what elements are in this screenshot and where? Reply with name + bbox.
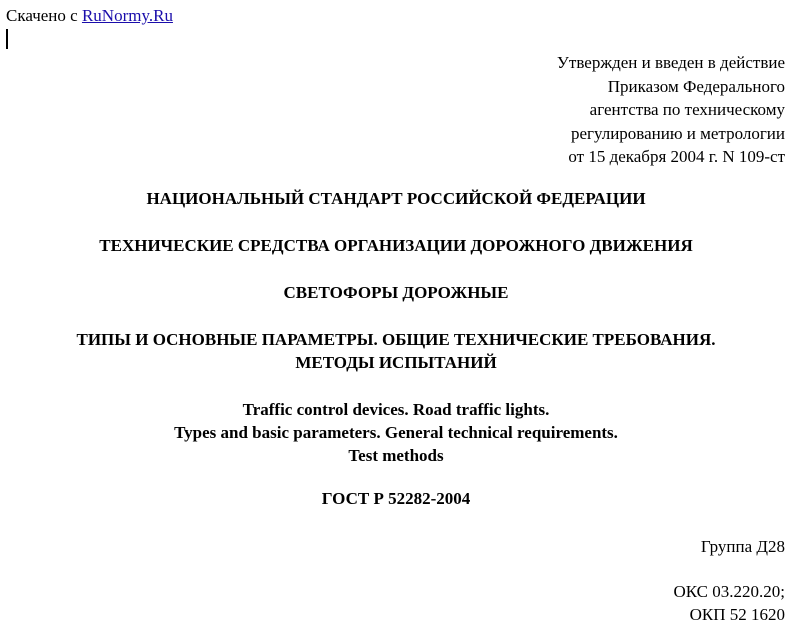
standard-code: ГОСТ Р 52282-2004 [321, 489, 471, 508]
runormy-link[interactable]: RuNormy.Ru [81, 6, 173, 25]
classification-codes [673, 580, 785, 626]
english-title-line: Test methods [348, 446, 444, 465]
downloaded-prefix: Скачено с [6, 6, 78, 25]
english-title [0, 398, 792, 467]
heading-types-line: МЕТОДЫ ИСПЫТАНИЙ [295, 353, 497, 372]
approval-line: агентства по техническому [589, 100, 785, 119]
approval-block [557, 51, 785, 169]
oks-code: ОКС 03.220.20; [673, 582, 785, 601]
downloaded-from-line [6, 6, 173, 26]
heading-technical-means: ТЕХНИЧЕСКИЕ СРЕДСТВА ОРГАНИЗАЦИИ ДОРОЖНОГО ДВИЖЕНИЯ [99, 236, 693, 255]
english-title-line: Traffic control devices. Road traffic lights. [242, 400, 550, 419]
heading-types-line: ТИПЫ И ОСНОВНЫЕ ПАРАМЕТРЫ. ОБЩИЕ ТЕХНИЧЕСКИЕ ТРЕБОВАНИЯ. [76, 330, 716, 349]
heading-national-standard: НАЦИОНАЛЬНЫЙ СТАНДАРТ РОССИЙСКОЙ ФЕДЕРАЦИИ [146, 189, 646, 208]
approval-line: Утвержден и введен в действие [556, 53, 785, 72]
approval-line: Приказом Федерального [607, 76, 785, 96]
english-title-line: Types and basic parameters. General technical requirements. [174, 423, 618, 442]
heading-traffic-lights: СВЕТОФОРЫ ДОРОЖНЫЕ [283, 283, 509, 302]
text-cursor [6, 29, 8, 49]
group-code: Группа Д28 [700, 537, 785, 556]
approval-line: от 15 декабря 2004 г. N 109-ст [568, 147, 785, 166]
approval-line: регулированию и метрологии [570, 123, 785, 143]
okp-code: ОКП 52 1620 [689, 605, 785, 624]
heading-types-parameters [0, 328, 792, 374]
